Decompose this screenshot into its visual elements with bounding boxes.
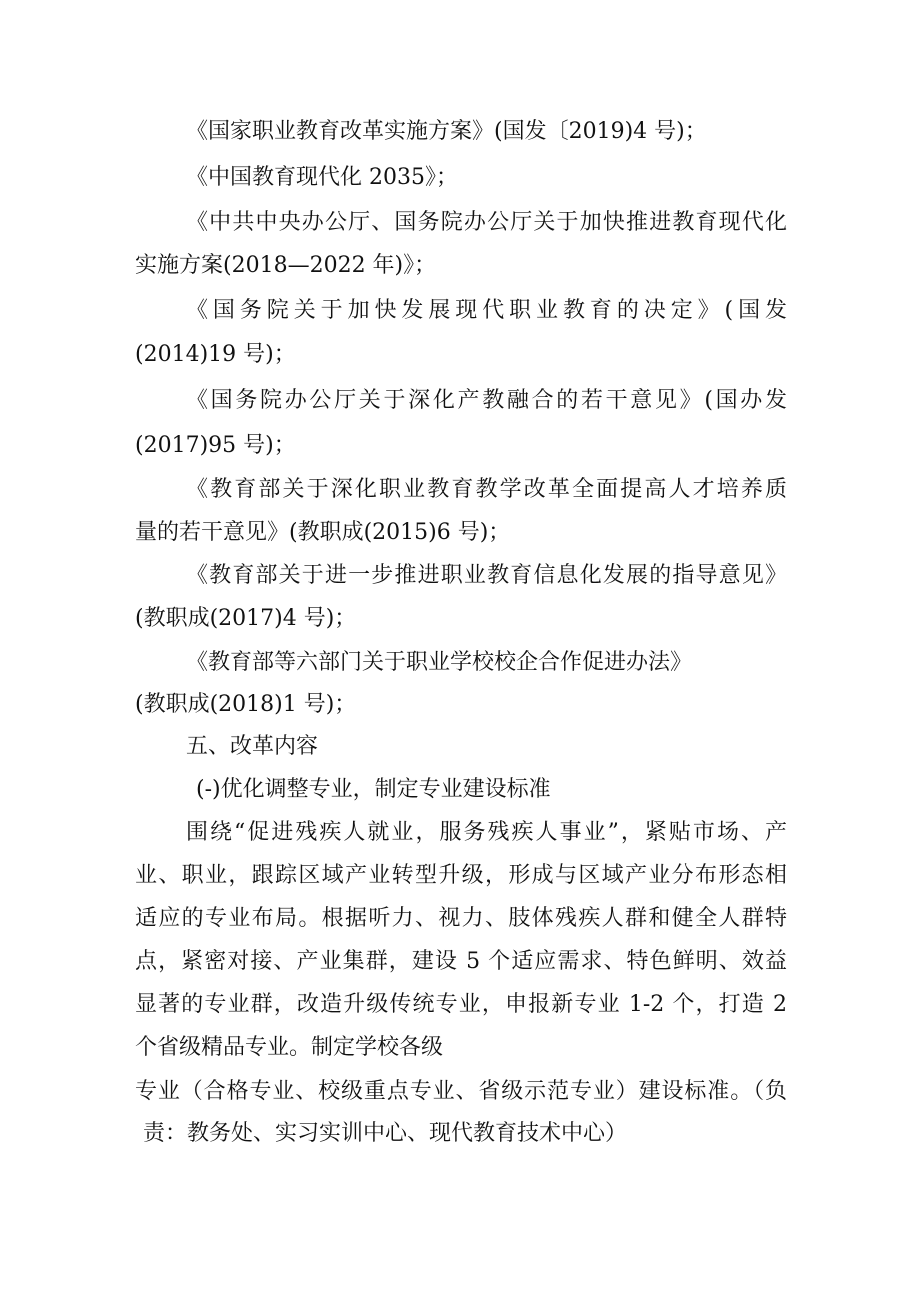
reference-line-continuation: (教职成(2017)4 号)； <box>135 606 357 631</box>
reference-line: 《中共中央办公厅、国务院办公厅关于加快推进教育现代化 <box>186 210 787 235</box>
reference-line: 《教育部等六部门关于职业学校校企合作促进办法》 <box>186 650 693 675</box>
reference-line: 《教育部关于深化职业教育教学改革全面提高人才培养质 <box>186 477 787 502</box>
reference-line: 《教育部关于进一步推进职业教育信息化发展的指导意见》 <box>186 563 787 588</box>
reference-line-continuation: (2014)19 号)； <box>135 342 296 367</box>
reference-line: 《国务院关于加快发展现代职业教育的决定》(国发 <box>186 298 787 323</box>
body-paragraph-line: 责：教务处、实习实训中心、现代教育技术中心） <box>143 1121 628 1146</box>
reference-line-continuation: 实施方案(2018—2022 年)》； <box>135 253 437 278</box>
body-paragraph-line: 显著的专业群，改造升级传统专业，申报新专业 1-2 个，打造 2 <box>135 992 787 1017</box>
body-paragraph-line: 个省级精品专业。制定学校各级 <box>135 1035 444 1060</box>
subsection-heading: (-)优化调整专业，制定专业建设标准 <box>196 777 551 802</box>
body-paragraph-line: 业、职业，跟踪区域产业转型升级，形成与区域产业分布形态相 <box>135 863 787 888</box>
body-paragraph-line: 点，紧密对接、产业集群，建设 5 个适应需求、特色鲜明、效益 <box>135 949 787 974</box>
reference-line-continuation: (教职成(2018)1 号)； <box>135 692 357 717</box>
reference-line: 《国家职业教育改革实施方案》(国发〔2019)4 号)； <box>186 119 707 144</box>
reference-line-continuation: (2017)95 号)； <box>135 433 296 458</box>
body-paragraph-line: 专业（合格专业、校级重点专业、省级示范专业）建设标准。（负 <box>135 1079 787 1104</box>
reference-line: 《中国教育现代化 2035》； <box>186 165 458 190</box>
reference-line-continuation: 量的若干意见》(教职成(2015)6 号)； <box>135 520 511 545</box>
section-heading: 五、改革内容 <box>186 734 319 759</box>
body-paragraph-line: 适应的专业布局。根据听力、视力、肢体残疾人群和健全人群特 <box>135 906 787 931</box>
body-paragraph-line: 围绕“促进残疾人就业，服务残疾人事业”，紧贴市场、产 <box>186 820 787 845</box>
reference-line: 《国务院办公厅关于深化产教融合的若干意见》(国办发 <box>186 388 787 413</box>
